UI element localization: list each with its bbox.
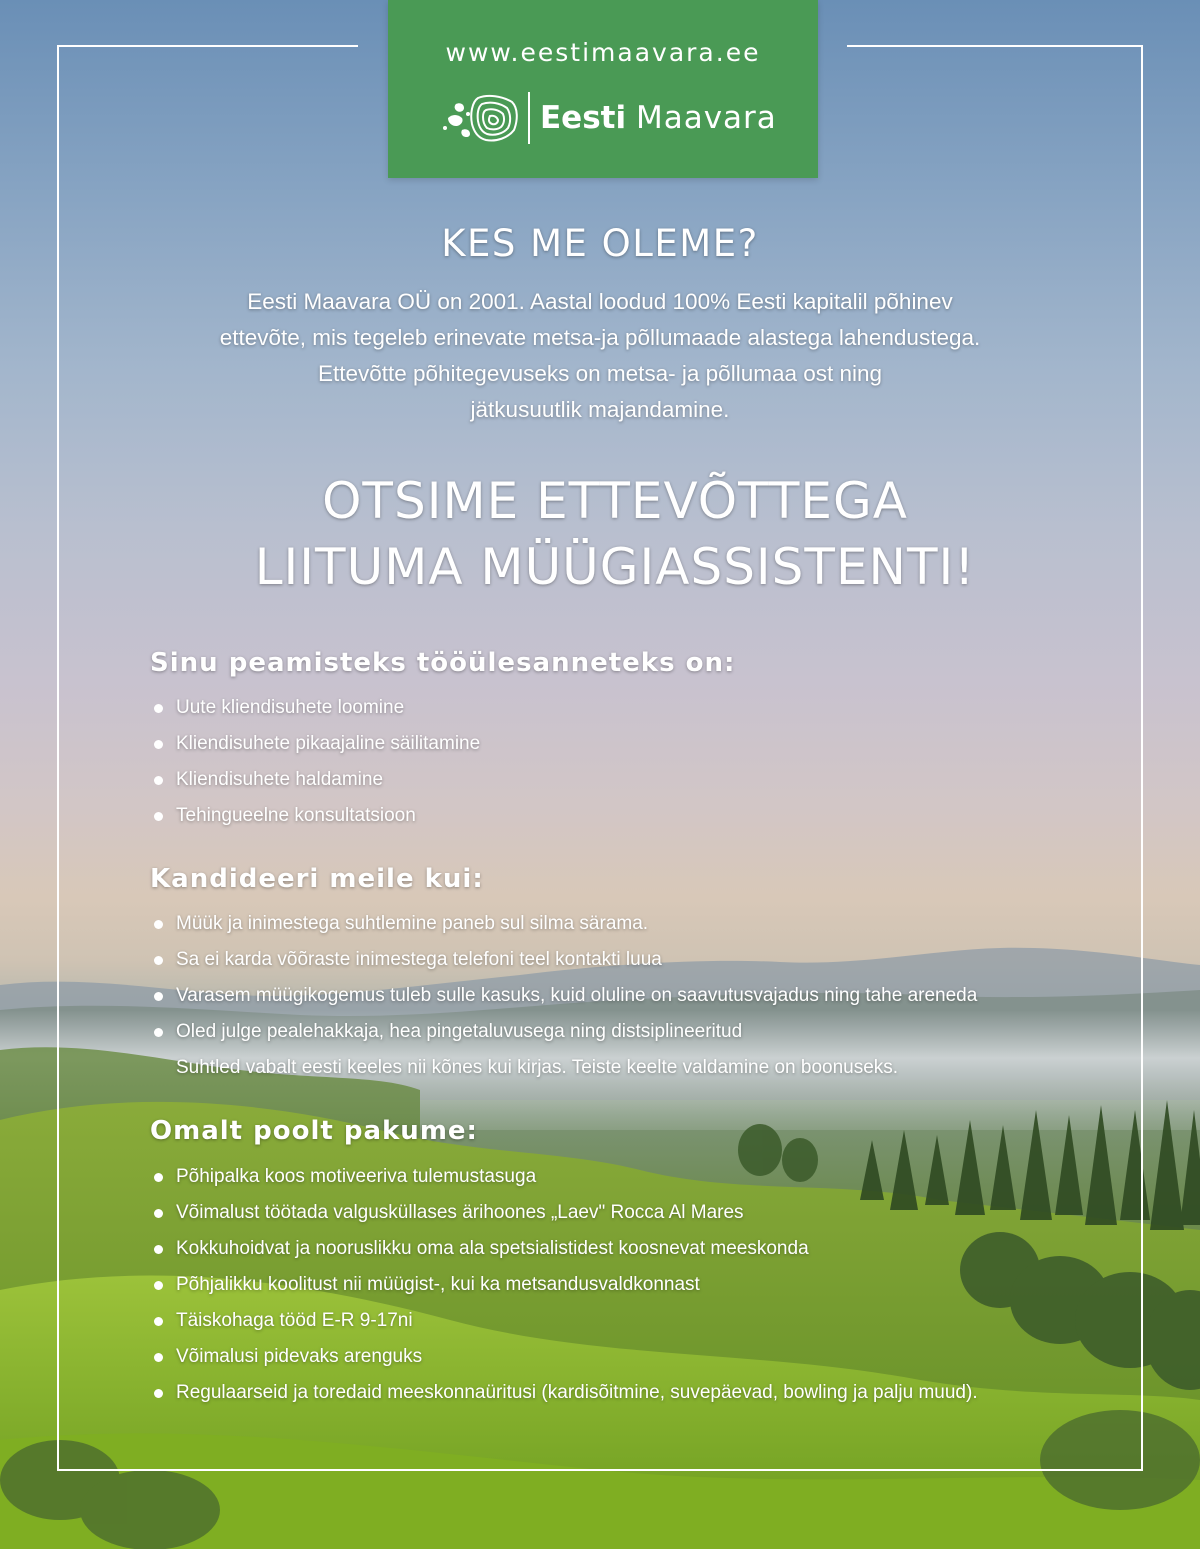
list-item-text: Täiskohaga tööd E-R 9-17ni <box>176 1310 413 1331</box>
about-line: Eesti Maavara OÜ on 2001. Aastal loodud 100% Eesti kapitalil põhinev <box>247 289 953 314</box>
bullet-icon <box>154 1353 163 1362</box>
bullet-icon <box>154 1281 163 1290</box>
list-item <box>150 798 480 834</box>
list-item <box>150 1267 978 1303</box>
frame-top-left <box>57 45 358 47</box>
bullet-icon <box>154 776 163 785</box>
list-item <box>150 942 977 978</box>
tasks-heading: Sinu peamisteks tööülesanneteks on: <box>150 648 736 678</box>
list-item-text: Oled julge pealehakkaja, hea pingetaluvusega ning distsiplineeritud <box>176 1021 743 1042</box>
list-item-text: Võimalust töötada valgusküllases ärihoones „Laev" Rocca Al Mares <box>176 1202 744 1223</box>
headline-line-1: OTSIME ETTEVÕTTEGA <box>322 472 908 530</box>
logo-light-word: Maavara <box>635 100 777 136</box>
list-item <box>150 906 977 942</box>
list-item-text: Suhtled vabalt eesti keeles nii kõnes kui kirjas. Teiste keelte valdamine on boonuseks. <box>176 1057 899 1078</box>
list-item-text: Põhjalikku koolitust nii müügist-, kui ka metsandusvaldkonnast <box>176 1274 700 1295</box>
bullet-icon <box>154 812 163 821</box>
bullet-icon <box>154 1209 163 1218</box>
list-item <box>150 762 480 798</box>
list-item-continuation <box>150 1050 977 1086</box>
bullet-icon <box>154 1389 163 1398</box>
list-item-text: Sa ei karda võõraste inimestega telefoni teel kontakti luua <box>176 949 662 970</box>
list-item <box>150 1375 978 1411</box>
bullet-icon <box>154 920 163 929</box>
header-box <box>388 0 818 178</box>
logo-divider <box>528 92 530 144</box>
list-item-text: Varasem müügikogemus tuleb sulle kasuks, kuid oluline on saavutusvajadus ning tahe areneda <box>176 985 978 1006</box>
apply-heading: Kandideeri meile kui: <box>150 864 484 894</box>
bullet-icon <box>154 1173 163 1182</box>
list-item <box>150 726 480 762</box>
about-line: Ettevõtte põhitegevuseks on metsa- ja põllumaa ost ning <box>317 361 883 386</box>
about-paragraph <box>180 284 1020 428</box>
offer-list <box>150 1159 978 1411</box>
list-item-text: Kokkuhoidvat ja nooruslikku oma ala spetsialistidest koosnevat meeskonda <box>176 1238 809 1259</box>
list-item-text: Regulaarseid ja toredaid meeskonnaüritusi (kardisõitmine, suvepäevad, bowling ja palju muud). <box>176 1382 978 1403</box>
headline-line-2: LIITUMA MÜÜGIASSISTENTI! <box>254 538 976 596</box>
bullet-icon <box>154 956 163 965</box>
job-headline <box>0 468 1200 600</box>
estonia-map-logo-icon <box>442 88 522 148</box>
list-item <box>150 978 977 1014</box>
list-item-text: Müük ja inimestega suhtlemine paneb sul silma särama. <box>176 913 649 934</box>
list-item-text: Põhipalka koos motiveeriva tulemustasuga <box>176 1166 537 1187</box>
bullet-icon <box>154 1317 163 1326</box>
list-item <box>150 690 480 726</box>
logo-bold-word: Eesti <box>540 100 627 136</box>
list-item-text: Tehingueelne konsultatsioon <box>176 805 416 826</box>
company-logo-text <box>540 100 777 136</box>
website-url: www.eestimaavara.ee <box>445 38 761 67</box>
bullet-icon <box>154 704 163 713</box>
bullet-icon <box>154 1028 163 1037</box>
frame-bottom <box>57 1469 1143 1471</box>
list-item-text: Uute kliendisuhete loomine <box>176 697 405 718</box>
list-item <box>150 1231 978 1267</box>
frame-top-right <box>847 45 1143 47</box>
about-line: jätkusuutlik majandamine. <box>470 397 730 422</box>
list-item <box>150 1303 978 1339</box>
list-item <box>150 1339 978 1375</box>
list-item-text: Kliendisuhete pikaajaline säilitamine <box>176 733 481 754</box>
list-item-text: Kliendisuhete haldamine <box>176 769 384 790</box>
about-title: KES ME OLEME? <box>441 222 759 265</box>
bullet-icon <box>154 992 163 1001</box>
list-item <box>150 1195 978 1231</box>
offer-heading: Omalt poolt pakume: <box>150 1116 478 1146</box>
bullet-icon <box>154 1245 163 1254</box>
list-item-text: Võimalusi pidevaks arenguks <box>176 1346 423 1367</box>
about-line: ettevõte, mis tegeleb erinevate metsa-ja põllumaade alastega lahendustega. <box>219 325 981 350</box>
bullet-icon <box>154 740 163 749</box>
list-item <box>150 1014 977 1050</box>
list-item <box>150 1159 978 1195</box>
tasks-list <box>150 690 480 834</box>
apply-list <box>150 906 977 1086</box>
